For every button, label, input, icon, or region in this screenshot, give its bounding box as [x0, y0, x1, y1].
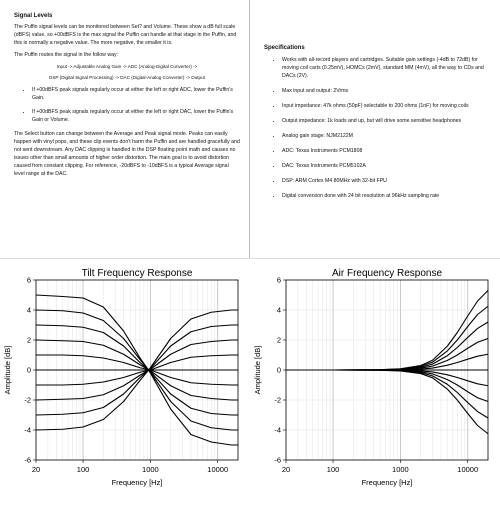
y-axis-label: Amplitude [dB] [253, 345, 262, 395]
x-tick-label: 20 [31, 465, 41, 474]
y-axis-label: Amplitude [dB] [3, 345, 12, 395]
specifications-section [250, 0, 500, 250]
chart-title: Air Frequency Response [331, 268, 443, 279]
bullet-dac: • If +00dBFS peak signals regularly occur at either the left or right DAC, lower the Puffin's Gain or Volume. [32, 108, 240, 124]
signal-levels-heading: Signal Levels [14, 13, 53, 19]
spec-item: • DSP: ARM Cortex M4 80MHz with 32-bit FPU [282, 177, 490, 185]
spec-item: • Analog gain stage: NJM2122M [282, 132, 490, 140]
series-line-0 [286, 291, 488, 371]
spec-item: • Max input and output: 2Vrms [282, 87, 490, 95]
signal-flow-line-1: Input -> Adjustable Analog Gain -> ADC (Analog-Digital Converter) -> [56, 64, 198, 69]
x-tick-label: 20 [281, 465, 291, 474]
y-tick-label: 4 [276, 305, 281, 315]
spec-item: • Input impedance: 47k ohms (50pF) selectable to 200 ohms (1nF) for moving coils [282, 102, 490, 110]
x-axis-label: Frequency [Hz] [361, 478, 413, 487]
spec-item: • Output impedance: 1k loads and up, but will drive some sensitive headphones [282, 117, 490, 125]
air-frequency-response-chart [250, 260, 500, 500]
y-tick-label: 0 [26, 365, 31, 375]
spec-item: • Digital conversion done with 24 bit resolution at 96kHz sampling rate [282, 192, 490, 200]
x-tick-label: 1000 [142, 465, 159, 474]
series-line-4 [286, 354, 488, 370]
series-line-1 [286, 306, 488, 370]
spec-item: • DAC: Texas Instruments PCM5102A [282, 162, 490, 170]
select-button-paragraph: The Select button can change between the Average and Peak signal mode. Peaks can easily happen with vinyl pops, and these clip events don't harm the Puffin and are handled gracefully and not sent downstream. Any DAC clipping is handled in the DSP floating point math and causes no issues other than small amounts of higher order distortion. The main goal is to avoid distortion caused from constant clipping. For reference, -20dBFS to -10dBFS is a typical Average signal level range at the DAC. [14, 131, 240, 177]
y-tick-label: 4 [26, 305, 31, 315]
signal-flow-line-2: DSP (Digital Signal Processing) -> DAC (Digital-Analog Converter) -> Output [49, 75, 205, 80]
chart-title: Tilt Frequency Response [81, 268, 193, 279]
y-tick-label: 6 [26, 275, 31, 285]
series-line-9 [286, 370, 488, 434]
spec-item: • Works with all-record players and cartridges. Suitable gain settings (-4dB to 72dB) for moving coil carts (0.25mV), HOMCs (2mV), standard MM (4mV), all the way to CDs and DACs (2V). [282, 56, 490, 80]
x-tick-label: 10000 [207, 465, 229, 474]
bullet-adc: • If +00dBFS peak signals regularly occur at either the left or right ADC, lower the Puffin's Gain. [32, 86, 240, 102]
y-tick-label: -2 [274, 395, 281, 405]
x-tick-label: 100 [76, 465, 90, 474]
series-line-7 [286, 370, 488, 402]
y-tick-label: -4 [274, 425, 281, 435]
x-tick-label: 1000 [392, 465, 409, 474]
x-tick-label: 10000 [457, 465, 479, 474]
y-tick-label: 2 [26, 335, 31, 345]
y-tick-label: 6 [276, 275, 281, 285]
x-axis-label: Frequency [Hz] [111, 478, 163, 487]
routing-intro: The Puffin routes the signal in the follow way: [14, 52, 119, 58]
spec-item: • ADC: Texas Instruments PCM1808 [282, 147, 490, 155]
series-line-3 [286, 339, 488, 371]
y-tick-label: 0 [276, 365, 281, 375]
tilt-chart-svg [0, 260, 250, 500]
y-tick-label: -2 [24, 395, 31, 405]
specifications-heading: Specifications [264, 45, 305, 51]
y-tick-label: 2 [276, 335, 281, 345]
signal-levels-intro: The Puffin signal levels can be monitored between Set? and Volume. These show a dB full scale (dBFS) value, so +00dBFS is the max signal the Puffin can handle at that stage in the Puffin, and this is normally a negative value. The more negative, the smaller it is. [14, 24, 237, 46]
y-tick-label: -6 [274, 455, 281, 465]
y-tick-label: -4 [24, 425, 31, 435]
signal-levels-section [0, 0, 250, 250]
specifications-list [264, 56, 490, 200]
row-divider [0, 258, 500, 259]
tilt-frequency-response-chart [0, 260, 250, 500]
y-tick-label: -6 [24, 455, 31, 465]
series-line-6 [286, 370, 488, 386]
clipping-bullets [14, 86, 240, 124]
air-chart-svg [250, 260, 500, 500]
x-tick-label: 100 [326, 465, 340, 474]
